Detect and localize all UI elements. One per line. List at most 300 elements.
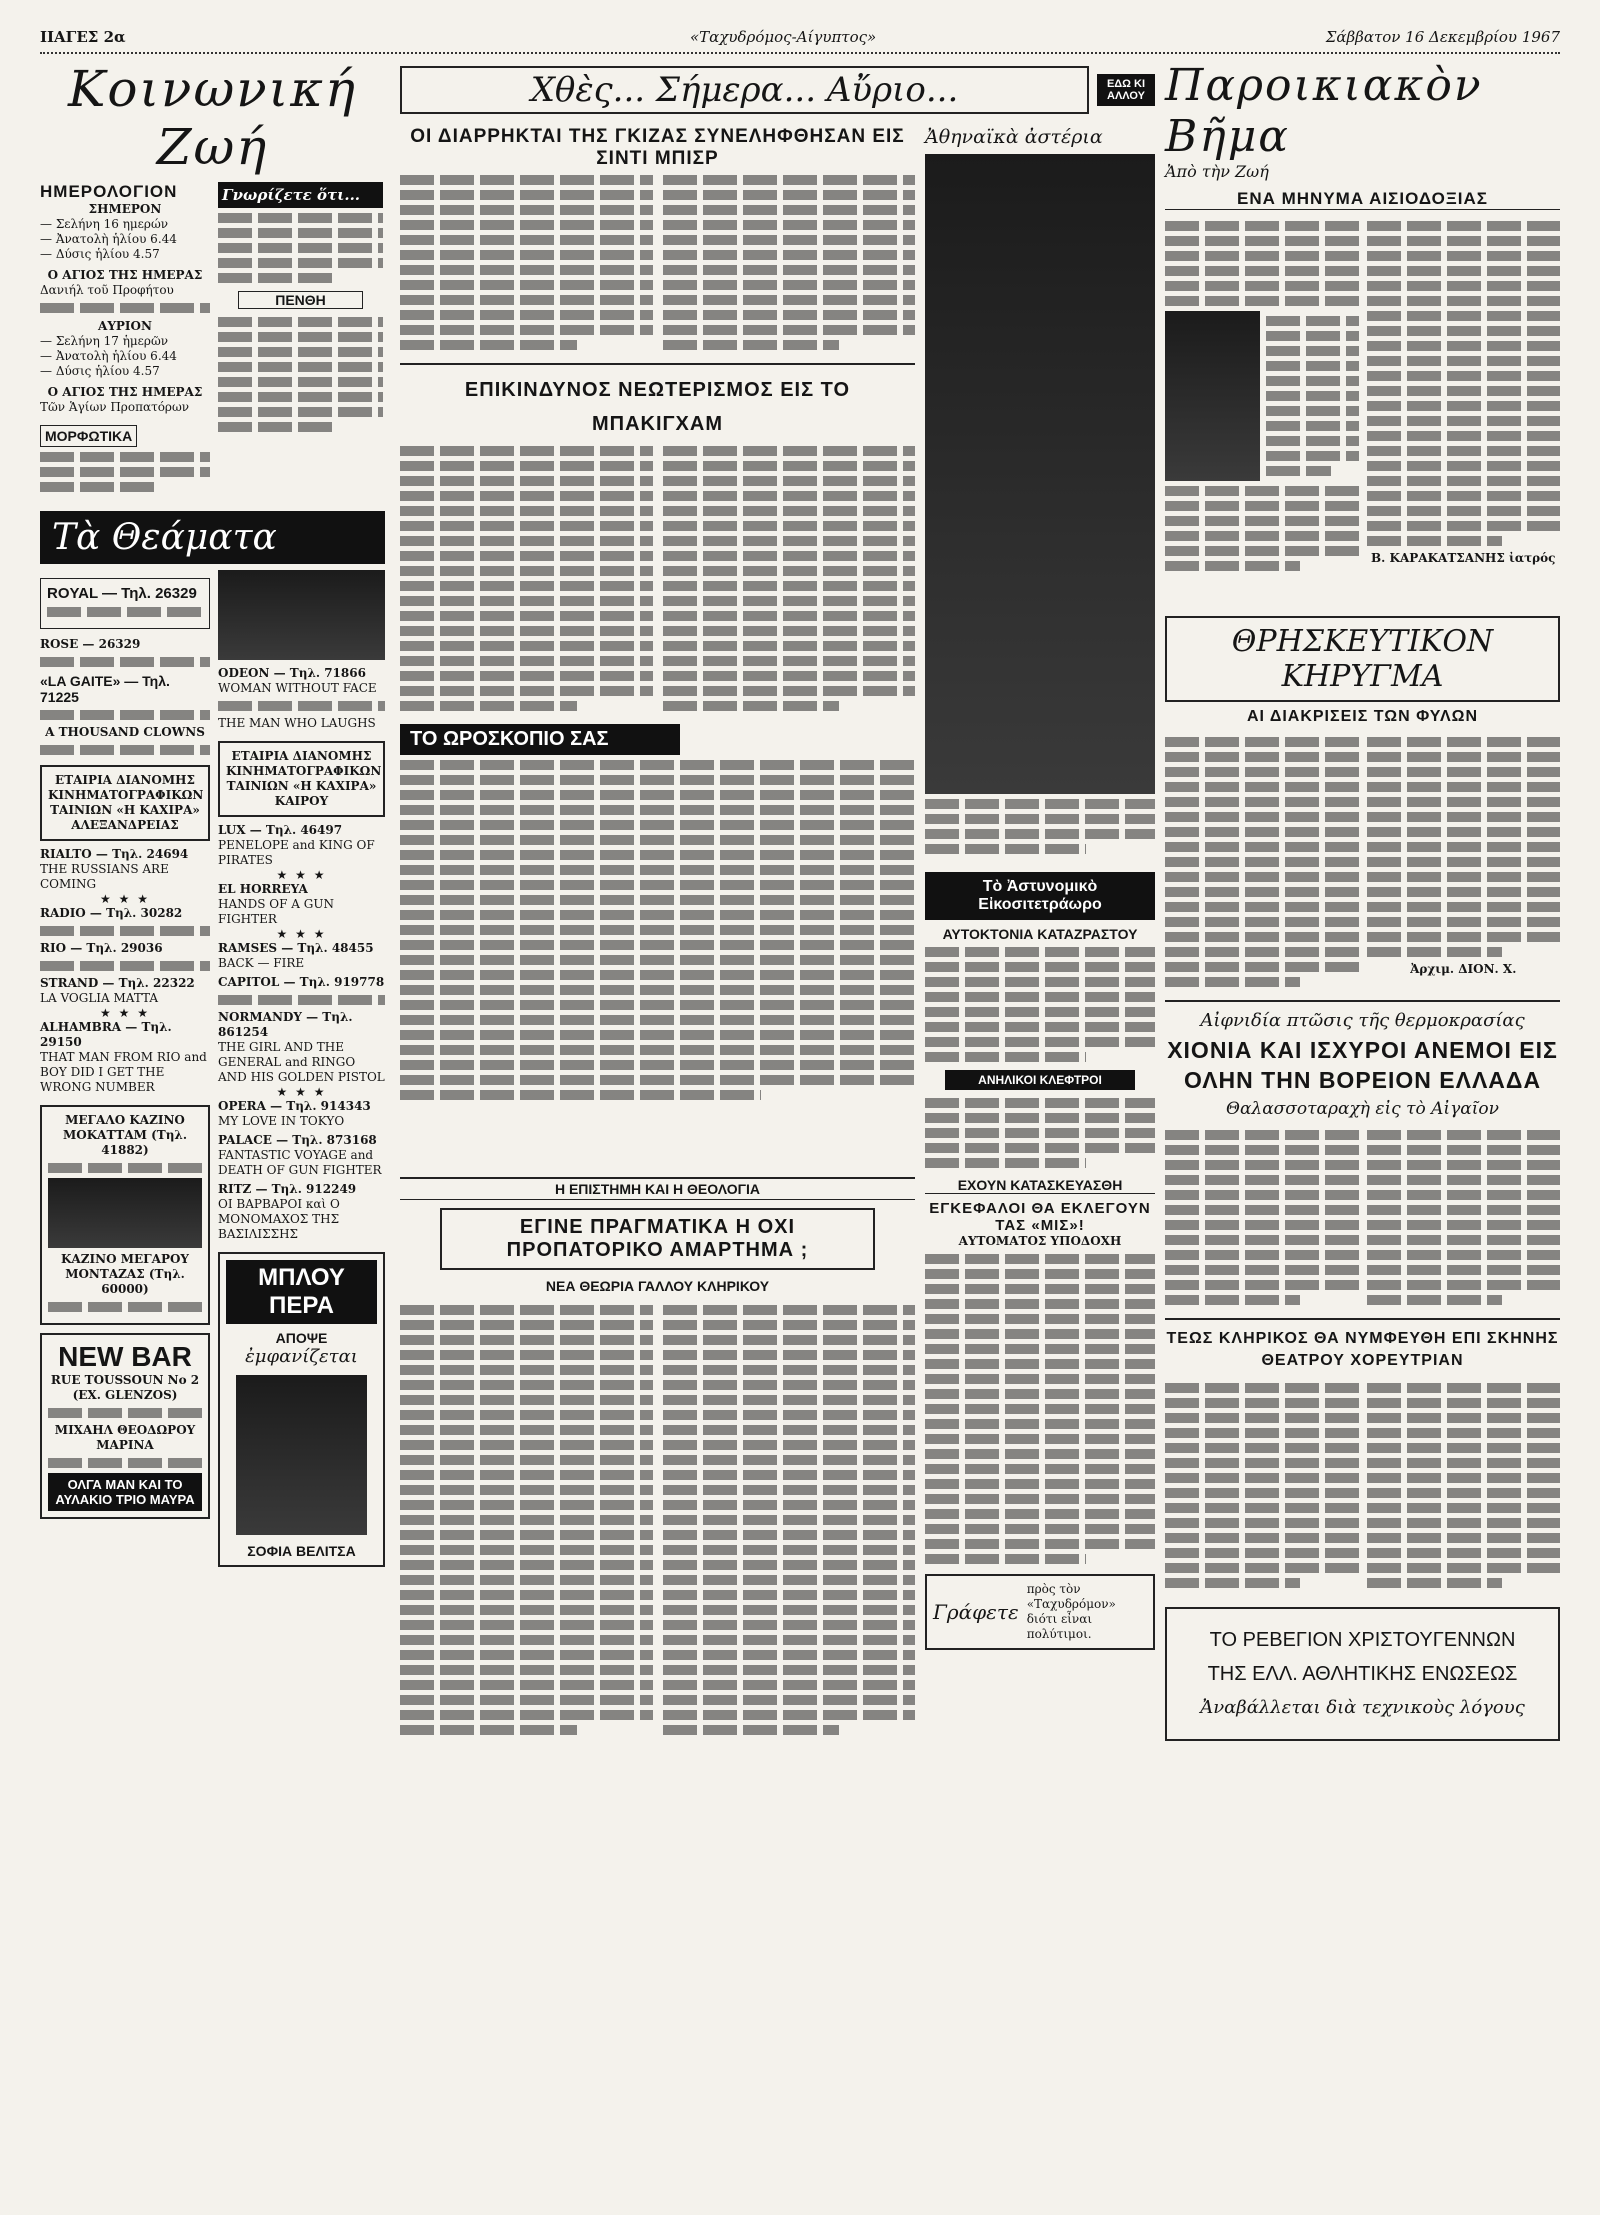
text-line-placeholder bbox=[400, 1015, 915, 1025]
text-line-placeholder bbox=[1367, 1190, 1561, 1200]
today-line: — Σελήνη 16 ημερών bbox=[40, 217, 169, 231]
text-line-placeholder bbox=[1367, 446, 1561, 456]
cinema-lux-film: PENELOPE and KING OF PIRATES bbox=[218, 838, 375, 867]
text-line-placeholder bbox=[400, 1500, 653, 1510]
text-line-placeholder bbox=[1165, 1473, 1359, 1483]
text-line-placeholder bbox=[40, 452, 210, 462]
text-line-placeholder bbox=[218, 362, 383, 372]
cinema-odeon-film2: THE MAN WHO LAUGHS bbox=[218, 716, 376, 730]
text-line-placeholder bbox=[1165, 236, 1359, 246]
text-line-placeholder bbox=[1367, 902, 1561, 912]
cinema-opera: OPERA — Τηλ. 914343 bbox=[218, 1099, 371, 1113]
xmas-line2: ΤΗΣ ΕΛΛ. ΑΘΛΗΤΙΚΗΣ ΕΝΩΣΕΩΣ bbox=[1207, 1663, 1518, 1685]
science-headline: ΕΓΙΝΕ ΠΡΑΓΜΑΤΙΚΑ Η ΟΧΙ ΠΡΟΠΑΤΟΡΙΚΟ ΑΜΑΡΤΗΜΑ ; bbox=[506, 1216, 809, 1261]
science-article bbox=[400, 1177, 915, 1740]
cinema-radio: RADIO — Τηλ. 30282 bbox=[40, 906, 183, 920]
text-line-placeholder bbox=[1266, 391, 1359, 401]
text-line-placeholder bbox=[48, 1163, 202, 1173]
text-line-placeholder bbox=[1165, 1503, 1359, 1513]
text-line-placeholder bbox=[1367, 221, 1561, 231]
text-line-placeholder bbox=[400, 1425, 653, 1435]
text-line-placeholder bbox=[1165, 516, 1359, 526]
star-divider: ★ ★ ★ bbox=[276, 868, 327, 882]
text-line-placeholder bbox=[1266, 421, 1359, 431]
text-line-placeholder bbox=[1367, 1160, 1561, 1170]
text-line-placeholder bbox=[40, 467, 210, 477]
text-line-placeholder bbox=[400, 1380, 653, 1390]
text-line-placeholder bbox=[47, 607, 203, 617]
text-line-placeholder bbox=[400, 865, 915, 875]
text-line-placeholder bbox=[663, 1605, 916, 1615]
text-line-placeholder bbox=[400, 925, 915, 935]
text-line-placeholder bbox=[1165, 1205, 1359, 1215]
text-line-placeholder bbox=[1367, 782, 1561, 792]
text-line-placeholder bbox=[1367, 1533, 1561, 1543]
horoscope-headline: ΤΟ ΩΡΟΣΚΟΠΙΟ ΣΑΣ bbox=[400, 724, 680, 755]
science-section-head: Η ΕΠΙΣΤΗΜΗ ΚΑΙ Η ΘΕΟΛΟΓΙΑ bbox=[400, 1177, 915, 1200]
text-line-placeholder bbox=[925, 947, 1155, 957]
text-line-placeholder bbox=[1367, 737, 1561, 747]
cinema-opera-film: MY LOVE IN TOKYO bbox=[218, 1114, 345, 1128]
text-line-placeholder bbox=[663, 280, 916, 290]
text-line-placeholder bbox=[925, 1359, 1155, 1369]
text-line-placeholder bbox=[400, 190, 653, 200]
text-line-placeholder bbox=[663, 1410, 916, 1420]
cinema-col-left bbox=[40, 570, 210, 1573]
weather-subhead: Θαλασσοταραχὴ εἰς τὸ Αἰγαῖον bbox=[1226, 1099, 1499, 1119]
cinema-odeon-film: WOMAN WITHOUT FACE bbox=[218, 681, 377, 695]
text-line-placeholder bbox=[218, 243, 383, 253]
text-line-placeholder bbox=[400, 701, 577, 711]
text-line-placeholder bbox=[1165, 1413, 1359, 1423]
text-line-placeholder bbox=[1266, 451, 1359, 461]
text-line-placeholder bbox=[1165, 782, 1359, 792]
column-social-theatres bbox=[40, 60, 385, 1573]
text-line-placeholder bbox=[400, 641, 653, 651]
text-line-placeholder bbox=[925, 962, 1155, 972]
text-line-placeholder bbox=[1367, 917, 1561, 927]
text-line-placeholder bbox=[663, 310, 916, 320]
text-line-placeholder bbox=[400, 626, 653, 636]
text-line-placeholder bbox=[400, 581, 653, 591]
text-line-placeholder bbox=[40, 482, 159, 492]
text-line-placeholder bbox=[663, 476, 916, 486]
text-line-placeholder bbox=[400, 220, 653, 230]
text-line-placeholder bbox=[1367, 932, 1561, 942]
text-line-placeholder bbox=[663, 1395, 916, 1405]
cinema-normandy-film: THE GIRL AND THE GENERAL and RINGO AND HIS GOLDEN PISTOL bbox=[218, 1040, 385, 1084]
text-line-placeholder bbox=[663, 1650, 916, 1660]
cinema-ramses: RAMSES — Τηλ. 48455 bbox=[218, 941, 374, 955]
morfotika-head: ΜΟΡΦΩΤΙΚΑ bbox=[40, 425, 137, 447]
text-line-placeholder bbox=[40, 657, 210, 667]
text-line-placeholder bbox=[400, 1410, 653, 1420]
text-line-placeholder bbox=[925, 1158, 1086, 1168]
text-line-placeholder bbox=[663, 1680, 916, 1690]
sermon-subhead: ΑΙ ΔΙΑΚΡΙΣΕΙΣ ΤΩΝ ΦΥΛΩΝ bbox=[1246, 708, 1479, 725]
text-line-placeholder bbox=[400, 491, 653, 501]
text-line-placeholder bbox=[925, 829, 1155, 839]
text-line-placeholder bbox=[1165, 812, 1359, 822]
text-line-placeholder bbox=[1165, 251, 1359, 261]
diary-row bbox=[40, 182, 385, 497]
text-line-placeholder bbox=[1367, 827, 1561, 837]
weather-kicker: Αἰφνιδία πτῶσις τῆς θερμοκρασίας bbox=[1200, 1010, 1525, 1031]
cinema-alhambra: ALHAMBRA — Τηλ. 29150 bbox=[40, 1020, 172, 1049]
text-line-placeholder bbox=[1165, 1295, 1300, 1305]
text-line-placeholder bbox=[400, 1060, 915, 1070]
text-line-placeholder bbox=[1165, 501, 1359, 511]
cinema-rose: ROSE — 26329 bbox=[40, 637, 141, 651]
text-line-placeholder bbox=[218, 317, 383, 327]
text-line-placeholder bbox=[925, 1269, 1155, 1279]
text-line-placeholder bbox=[663, 1575, 916, 1585]
text-line-placeholder bbox=[1165, 1250, 1359, 1260]
text-line-placeholder bbox=[1367, 797, 1561, 807]
text-line-placeholder bbox=[925, 799, 1155, 809]
text-line-placeholder bbox=[400, 461, 653, 471]
text-line-placeholder bbox=[48, 1302, 202, 1312]
text-line-placeholder bbox=[1266, 316, 1359, 326]
text-line-placeholder bbox=[1367, 1458, 1561, 1468]
text-line-placeholder bbox=[1367, 311, 1561, 321]
text-line-placeholder bbox=[1165, 1145, 1359, 1155]
text-line-placeholder bbox=[1266, 331, 1359, 341]
community-title: Παροικιακὸν Βῆμα bbox=[1165, 60, 1483, 162]
text-line-placeholder bbox=[40, 926, 210, 936]
author-portrait bbox=[1165, 311, 1260, 481]
text-line-placeholder bbox=[400, 1335, 653, 1345]
text-line-placeholder bbox=[663, 1350, 916, 1360]
text-line-placeholder bbox=[400, 596, 653, 606]
cinema-royal: ROYAL — Τηλ. 26329 bbox=[40, 578, 210, 629]
cinema-palace: PALACE — Τηλ. 873168 bbox=[218, 1133, 377, 1147]
text-line-placeholder bbox=[400, 775, 915, 785]
text-line-placeholder bbox=[663, 686, 916, 696]
text-line-placeholder bbox=[1367, 461, 1561, 471]
text-line-placeholder bbox=[663, 1485, 916, 1495]
cinema-listings bbox=[40, 570, 385, 1573]
text-line-placeholder bbox=[1367, 1578, 1502, 1588]
newbar-advert: NEW BAR RUE TOUSSOUN No 2 (EX. GLENZOS) ΜΙΧΑΗΛ ΘΕΟΔΩΡΟΥ ΜΑΡΙΝΑ ΟΛΓΑ ΜΑΝ ΚΑΙ ΤΟ ΑΥΛΑΚΙΟ ΤΡΙΟ ΜΑΥΡΑ bbox=[40, 1333, 210, 1519]
text-line-placeholder bbox=[1367, 1175, 1561, 1185]
text-line-placeholder bbox=[400, 611, 653, 621]
text-line-placeholder bbox=[925, 1022, 1155, 1032]
xmas-notice bbox=[1165, 1607, 1560, 1741]
text-line-placeholder bbox=[925, 1143, 1155, 1153]
text-line-placeholder bbox=[218, 258, 383, 268]
text-line-placeholder bbox=[400, 1530, 653, 1540]
text-line-placeholder bbox=[1367, 1413, 1561, 1423]
text-line-placeholder bbox=[1266, 406, 1359, 416]
text-line-placeholder bbox=[1367, 842, 1561, 852]
text-line-placeholder bbox=[1165, 1190, 1359, 1200]
text-line-placeholder bbox=[1367, 521, 1561, 531]
text-line-placeholder bbox=[663, 521, 916, 531]
text-line-placeholder bbox=[400, 1365, 653, 1375]
text-line-placeholder bbox=[925, 1007, 1155, 1017]
text-line-placeholder bbox=[400, 536, 653, 546]
text-line-placeholder bbox=[1367, 872, 1561, 882]
text-line-placeholder bbox=[925, 1464, 1155, 1474]
text-line-placeholder bbox=[663, 506, 916, 516]
text-line-placeholder bbox=[1367, 1205, 1561, 1215]
text-line-placeholder bbox=[1367, 812, 1561, 822]
text-line-placeholder bbox=[1165, 1428, 1359, 1438]
metro-advert-image bbox=[218, 570, 385, 660]
text-line-placeholder bbox=[663, 1620, 916, 1630]
text-line-placeholder bbox=[1367, 281, 1561, 291]
text-line-placeholder bbox=[400, 1440, 653, 1450]
text-line-placeholder bbox=[1367, 356, 1561, 366]
text-line-placeholder bbox=[400, 551, 653, 561]
text-line-placeholder bbox=[663, 566, 916, 576]
tomorrow-line: — Σελήνη 17 ἡμερῶν bbox=[40, 334, 169, 348]
text-line-placeholder bbox=[400, 820, 915, 830]
text-line-placeholder bbox=[400, 265, 653, 275]
star-divider: ★ ★ ★ bbox=[276, 927, 327, 941]
page-number: ΙΙΑΓΕΣ 2α bbox=[40, 28, 126, 46]
text-line-placeholder bbox=[400, 235, 653, 245]
write-to-us-box: Γράφετε πρὸς τὸν «Ταχυδρόμον» διότι εἶναι πολύτιμοι. bbox=[925, 1574, 1155, 1650]
text-line-placeholder bbox=[663, 611, 916, 621]
text-line-placeholder bbox=[1165, 486, 1359, 496]
text-line-placeholder bbox=[1165, 842, 1359, 852]
text-line-placeholder bbox=[218, 332, 383, 342]
text-line-placeholder bbox=[1367, 947, 1502, 957]
text-line-placeholder bbox=[663, 641, 916, 651]
today-line: — Ἀνατολὴ ἡλίου 6.44 bbox=[40, 232, 177, 246]
column-center-news bbox=[400, 60, 1155, 1740]
text-line-placeholder bbox=[925, 1434, 1155, 1444]
text-line-placeholder bbox=[663, 1590, 916, 1600]
text-line-placeholder bbox=[663, 1725, 840, 1735]
text-line-placeholder bbox=[400, 1320, 653, 1330]
text-line-placeholder bbox=[1266, 346, 1359, 356]
text-line-placeholder bbox=[400, 910, 915, 920]
ballot-subhead: ΑΥΤΟΜΑΤΟΣ ΥΠΟΔΟΧΗ bbox=[958, 1234, 1122, 1248]
text-line-placeholder bbox=[925, 1494, 1155, 1504]
text-line-placeholder bbox=[400, 1560, 653, 1570]
text-line-placeholder bbox=[1165, 1280, 1359, 1290]
text-line-placeholder bbox=[1165, 531, 1359, 541]
text-line-placeholder bbox=[1367, 266, 1561, 276]
ritz-film: ΟΙ ΒΑΡΒΑΡΟΙ καὶ Ο ΜΟΝΟΜΑΧΟΣ ΤΗΣ ΒΑΣΙΛΙΣΣΗΣ bbox=[218, 1197, 340, 1241]
text-line-placeholder bbox=[1165, 932, 1359, 942]
ballot-headline: ΕΓΚΕΦΑΛΟΙ ΘΑ ΕΚΛΕΓΟΥΝ ΤΑΣ «ΜΙΣ»! bbox=[929, 1200, 1151, 1234]
text-line-placeholder bbox=[663, 1380, 916, 1390]
text-line-placeholder bbox=[1266, 361, 1359, 371]
text-line-placeholder bbox=[400, 985, 915, 995]
text-line-placeholder bbox=[400, 895, 915, 905]
text-line-placeholder bbox=[663, 551, 916, 561]
text-line-placeholder bbox=[663, 250, 916, 260]
text-line-placeholder bbox=[400, 1665, 653, 1675]
text-line-placeholder bbox=[663, 491, 916, 501]
singer-portrait bbox=[236, 1375, 367, 1535]
text-line-placeholder bbox=[925, 977, 1155, 987]
text-line-placeholder bbox=[400, 1030, 915, 1040]
text-line-placeholder bbox=[663, 446, 916, 456]
text-line-placeholder bbox=[400, 1650, 653, 1660]
text-line-placeholder bbox=[1165, 1175, 1359, 1185]
text-line-placeholder bbox=[400, 1710, 653, 1720]
cinema-col-right bbox=[218, 570, 385, 1573]
center-right bbox=[925, 120, 1155, 1173]
text-line-placeholder bbox=[925, 1479, 1155, 1489]
text-line-placeholder bbox=[663, 1425, 916, 1435]
text-line-placeholder bbox=[1165, 1398, 1359, 1408]
text-line-placeholder bbox=[1165, 767, 1359, 777]
text-line-placeholder bbox=[218, 228, 383, 238]
text-line-placeholder bbox=[1165, 962, 1359, 972]
text-line-placeholder bbox=[663, 1365, 916, 1375]
tomorrow-line: — Ἀνατολὴ ἡλίου 6.44 bbox=[40, 349, 177, 363]
text-line-placeholder bbox=[218, 273, 334, 283]
text-line-placeholder bbox=[400, 955, 915, 965]
text-line-placeholder bbox=[400, 1485, 653, 1495]
text-line-placeholder bbox=[400, 1545, 653, 1555]
exoun-head: ΕΧΟΥΝ ΚΑΤΑΣΚΕΥΑΣΘΗ bbox=[925, 1177, 1155, 1194]
text-line-placeholder bbox=[400, 1635, 653, 1645]
death-head: ΠΕΝΘΗ bbox=[238, 291, 363, 309]
text-line-placeholder bbox=[1165, 902, 1359, 912]
text-line-placeholder bbox=[400, 1470, 653, 1480]
text-line-placeholder bbox=[400, 1455, 653, 1465]
greetings-block bbox=[218, 182, 383, 497]
text-line-placeholder bbox=[1165, 1130, 1359, 1140]
sermon-title: ΘΡΗΣΚΕΥΤΙΚΟΝ ΚΗΡΥΓΜΑ bbox=[1165, 616, 1560, 702]
text-line-placeholder bbox=[400, 175, 653, 185]
mplou-pera-advert: ΜΠΛΟΥ ΠΕΡΑ ΑΠΟΨΕ ἐμφανίζεται ΣΟΦΙΑ ΒΕΛΙΤΣΑ bbox=[218, 1252, 385, 1567]
text-line-placeholder bbox=[400, 340, 577, 350]
center-left bbox=[400, 120, 915, 1173]
text-line-placeholder bbox=[1165, 737, 1359, 747]
text-line-placeholder bbox=[400, 1515, 653, 1525]
text-line-placeholder bbox=[925, 1419, 1155, 1429]
saint-tomorrow-text: Τῶν Ἁγίων Προπατόρων bbox=[40, 400, 190, 414]
text-line-placeholder bbox=[400, 1000, 915, 1010]
tomorrow-label: ΑΥΡΙΟΝ bbox=[98, 319, 152, 333]
text-line-placeholder bbox=[400, 686, 653, 696]
text-line-placeholder bbox=[925, 1299, 1155, 1309]
text-line-placeholder bbox=[1266, 466, 1331, 476]
today-label: ΣΗΜΕΡΟΝ bbox=[88, 202, 162, 216]
text-line-placeholder bbox=[400, 760, 915, 770]
text-line-placeholder bbox=[400, 1575, 653, 1585]
text-line-placeholder bbox=[663, 220, 916, 230]
text-line-placeholder bbox=[1165, 1458, 1359, 1468]
text-line-placeholder bbox=[1367, 491, 1561, 501]
text-line-placeholder bbox=[1165, 221, 1359, 231]
text-line-placeholder bbox=[400, 310, 653, 320]
text-line-placeholder bbox=[1165, 797, 1359, 807]
text-line-placeholder bbox=[400, 805, 915, 815]
text-line-placeholder bbox=[400, 1045, 915, 1055]
text-line-placeholder bbox=[663, 461, 916, 471]
text-line-placeholder bbox=[40, 745, 210, 755]
text-line-placeholder bbox=[218, 213, 383, 223]
text-line-placeholder bbox=[1367, 1280, 1561, 1290]
text-line-placeholder bbox=[925, 1374, 1155, 1384]
text-line-placeholder bbox=[1367, 857, 1561, 867]
text-line-placeholder bbox=[1165, 1533, 1359, 1543]
text-line-placeholder bbox=[1367, 1250, 1561, 1260]
burglars-headline: ΟΙ ΔΙΑΡΡΗΚΤΑΙ ΤΗΣ ΓΚΙΖΑΣ ΣΥΝΕΛΗΦΘΗΣΑΝ ΕΙΣ ΣΙΝΤΙ ΜΠΙΣΡ bbox=[410, 126, 905, 169]
text-line-placeholder bbox=[663, 175, 916, 185]
text-line-placeholder bbox=[1367, 416, 1561, 426]
text-line-placeholder bbox=[1165, 977, 1300, 987]
text-line-placeholder bbox=[1367, 1145, 1561, 1155]
text-line-placeholder bbox=[663, 205, 916, 215]
text-line-placeholder bbox=[1367, 1518, 1561, 1528]
today-line: — Δύσις ἡλίου 4.57 bbox=[40, 247, 160, 261]
issue-date: Σάββατον 16 Δεκεμβρίου 1967 bbox=[1325, 28, 1560, 46]
distributor-alexandria: ΕΤΑΙΡΙΑ ΔΙΑΝΟΜΗΣ ΚΙΝΗΜΑΤΟΓΡΑΦΙΚΩΝ ΤΑΙΝΙΩΝ «Η ΚΑΧΙΡΑ» ΑΛΕΞΑΝΔΡΕΙΑΣ bbox=[40, 765, 210, 841]
text-line-placeholder bbox=[218, 347, 383, 357]
text-line-placeholder bbox=[400, 1395, 653, 1405]
text-line-placeholder bbox=[663, 325, 916, 335]
cinema-palace-film: FANTASTIC VOYAGE and DEATH OF GUN FIGHTER bbox=[218, 1148, 382, 1177]
text-line-placeholder bbox=[1367, 1383, 1561, 1393]
text-line-placeholder bbox=[400, 850, 915, 860]
cinema-alhambra-film: THAT MAN FROM RIO and BOY DID I GET THE WRONG NUMBER bbox=[40, 1050, 207, 1094]
casino-mokattam: ΜΕΓΑΛΟ ΚΑΖΙΝΟ ΜΟΚΑΤΤΑΜ (Τηλ. 41882) ΚΑΖΙΝΟ ΜΕΓΑΡΟΥ ΜΟΝΤΑΖΑΣ (Τηλ. 60000) bbox=[40, 1105, 210, 1325]
social-life-title: Κοινωνική Ζωή bbox=[68, 60, 357, 176]
text-line-placeholder bbox=[663, 1530, 916, 1540]
text-line-placeholder bbox=[663, 536, 916, 546]
text-line-placeholder bbox=[1367, 401, 1561, 411]
star-divider: ★ ★ ★ bbox=[100, 1006, 150, 1020]
text-line-placeholder bbox=[663, 656, 916, 666]
text-line-placeholder bbox=[1367, 1265, 1561, 1275]
text-line-placeholder bbox=[925, 1113, 1155, 1123]
cinema-rialto-film: THE RUSSIANS ARE COMING bbox=[40, 862, 169, 891]
text-line-placeholder bbox=[400, 1350, 653, 1360]
text-line-placeholder bbox=[400, 325, 653, 335]
text-line-placeholder bbox=[663, 235, 916, 245]
text-line-placeholder bbox=[1165, 1220, 1359, 1230]
cinema-ramses-film: BACK — FIRE bbox=[218, 956, 305, 970]
text-line-placeholder bbox=[400, 446, 653, 456]
text-line-placeholder bbox=[1165, 752, 1359, 762]
cinema-normandy: NORMANDY — Τηλ. 861254 bbox=[218, 1010, 353, 1039]
tomorrow-line: — Δύσις ἡλίου 4.57 bbox=[40, 364, 160, 378]
center-lower bbox=[400, 1177, 1155, 1740]
text-line-placeholder bbox=[1367, 506, 1561, 516]
text-line-placeholder bbox=[1367, 1220, 1561, 1230]
center-upper bbox=[400, 120, 1155, 1173]
text-line-placeholder bbox=[1367, 251, 1561, 261]
text-line-placeholder bbox=[400, 476, 653, 486]
text-line-placeholder bbox=[925, 1344, 1155, 1354]
text-line-placeholder bbox=[218, 701, 385, 711]
banner-row bbox=[400, 60, 1155, 120]
text-line-placeholder bbox=[1367, 1563, 1561, 1573]
text-line-placeholder bbox=[400, 1075, 915, 1085]
text-line-placeholder bbox=[925, 1314, 1155, 1324]
text-line-placeholder bbox=[400, 1590, 653, 1600]
text-line-placeholder bbox=[1367, 341, 1561, 351]
text-line-placeholder bbox=[1367, 386, 1561, 396]
saint-today-text: Δανιήλ τοῦ Προφήτου bbox=[40, 283, 174, 297]
text-line-placeholder bbox=[400, 506, 653, 516]
text-line-placeholder bbox=[1165, 887, 1359, 897]
text-line-placeholder bbox=[925, 1389, 1155, 1399]
text-line-placeholder bbox=[1367, 296, 1561, 306]
xmas-line3: Ἀναβάλλεται διὰ τεχνικοὺς λόγους bbox=[1200, 1697, 1525, 1718]
text-line-placeholder bbox=[663, 1695, 916, 1705]
